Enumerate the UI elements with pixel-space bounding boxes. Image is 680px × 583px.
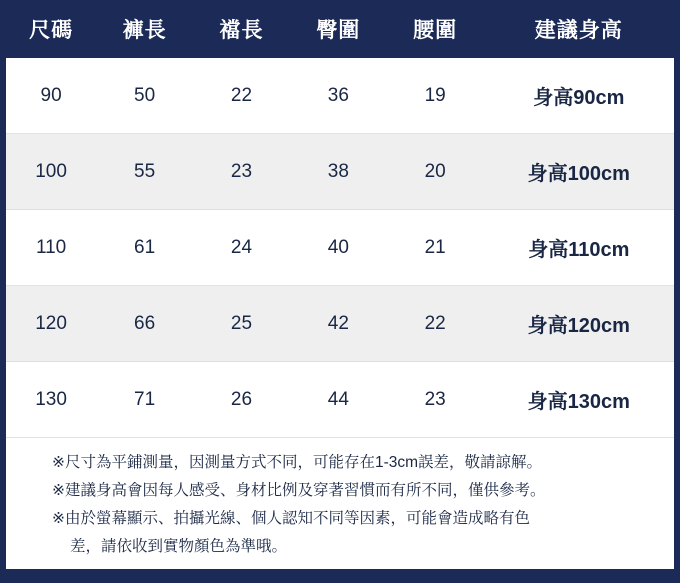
cell-recommended-height: 身高130cm (484, 362, 674, 438)
cell-size: 100 (6, 134, 96, 210)
table-header (6, 0, 674, 58)
column-header-crotch-length: 襠長 (193, 0, 290, 58)
cell-recommended-height: 身高100cm (484, 134, 674, 210)
cell-waist: 22 (387, 286, 484, 362)
cell-crotch-length: 23 (193, 134, 290, 210)
cell-crotch-length: 26 (193, 362, 290, 438)
note-height-reference: ※建議身高會因每人感受、身材比例及穿著習慣而有所不同，僅供參考。 (52, 482, 546, 500)
size-chart-table (6, 0, 674, 438)
table-row (6, 210, 674, 286)
table-header-row (6, 0, 674, 58)
cell-hip: 36 (290, 58, 387, 134)
cell-hip: 38 (290, 134, 387, 210)
table-row (6, 362, 674, 438)
note-color-difference: ※由於螢幕顯示、拍攝光線、個人認知不同等因素，可能會造成略有色 (52, 510, 530, 528)
cell-waist: 23 (387, 362, 484, 438)
cell-size: 90 (6, 58, 96, 134)
cell-size: 120 (6, 286, 96, 362)
cell-pant-length: 55 (96, 134, 193, 210)
table-row (6, 286, 674, 362)
cell-pant-length: 50 (96, 58, 193, 134)
cell-hip: 44 (290, 362, 387, 438)
cell-pant-length: 61 (96, 210, 193, 286)
cell-waist: 20 (387, 134, 484, 210)
bottom-bar (6, 569, 674, 583)
cell-crotch-length: 22 (193, 58, 290, 134)
column-header-waist: 腰圍 (387, 0, 484, 58)
cell-pant-length: 66 (96, 286, 193, 362)
column-header-pant-length: 褲長 (96, 0, 193, 58)
note-color-difference-cont: 差，請依收到實物顏色為準哦。 (70, 538, 288, 556)
cell-recommended-height: 身高90cm (484, 58, 674, 134)
table-row (6, 134, 674, 210)
cell-hip: 42 (290, 286, 387, 362)
cell-hip: 40 (290, 210, 387, 286)
cell-crotch-length: 24 (193, 210, 290, 286)
column-header-recommended-height: 建議身高 (484, 0, 674, 58)
notes-section (6, 438, 674, 569)
column-header-hip: 臀圍 (290, 0, 387, 58)
table-body (6, 58, 674, 438)
note-measurement-tolerance: ※尺寸為平鋪測量，因測量方式不同，可能存在1-3cm誤差，敬請諒解。 (52, 454, 543, 471)
cell-waist: 21 (387, 210, 484, 286)
cell-waist: 19 (387, 58, 484, 134)
table-row (6, 58, 674, 134)
cell-pant-length: 71 (96, 362, 193, 438)
cell-recommended-height: 身高120cm (484, 286, 674, 362)
cell-size: 130 (6, 362, 96, 438)
cell-recommended-height: 身高110cm (484, 210, 674, 286)
cell-crotch-length: 25 (193, 286, 290, 362)
column-header-size: 尺碼 (6, 0, 96, 58)
cell-size: 110 (6, 210, 96, 286)
